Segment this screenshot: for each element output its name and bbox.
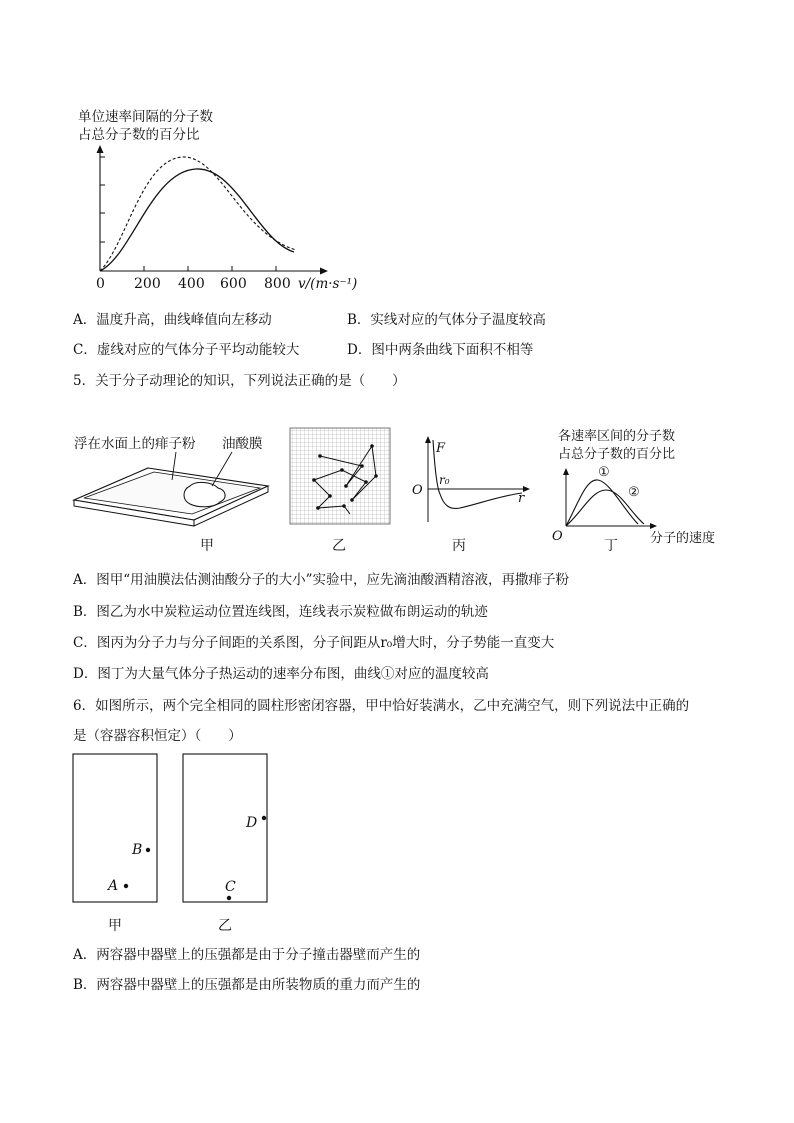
q5-bing-y-arrow [425,436,431,443]
q5-fig-jia [72,428,287,558]
q6-option-a: A．两容器中器壁上的压强都是由于分子撞击器壁而产生的 [73,947,421,963]
q4-y-arrow [97,145,104,153]
q5-bing-r-label: r [518,491,525,506]
q6-point-a [124,884,128,888]
q4-option-b: B．实线对应的气体分子温度较高 [347,312,546,328]
q5-ding-y-arrow [563,468,569,475]
q6-option-b: B．两容器中器壁上的压强都是由所装物质的重力而产生的 [73,977,421,993]
q6-stem-line1: 6．如图所示，两个完全相同的圆柱形密闭容器，甲中恰好装满水，乙中充满空气，则下列说法中正确的 [73,698,690,714]
q5-option-b: B．图乙为水中炭粒运动位置连线图，连线表示炭粒做布朗运动的轨迹 [73,604,488,620]
q5-ding-title-line1: 各速率区间的分子数 [558,429,676,444]
q4-dashed-curve [100,157,296,271]
q5-ding-curve1-label: ① [598,465,610,480]
q5-jia-powder-label: 浮在水面上的痱子粉 [74,436,196,452]
q5-fig-jia-svg [72,428,287,558]
q5-fig-bing [408,432,540,560]
q5-bing-caption: 丙 [452,538,466,554]
q5-fig-yi-svg [288,426,398,560]
q4-option-d: D．图中两条曲线下面积不相等 [347,342,534,358]
q5-bing-r0-label: r₀ [439,473,450,487]
q4-option-c: C．虚线对应的气体分子平均动能较大 [73,342,300,358]
q4-xtick-label: 600 [220,276,247,292]
q4-ylabel-line2: 占总分子数的百分比 [78,127,200,143]
q4-ylabel-line1: 单位速率间隔的分子数 [78,109,213,125]
q5-option-a: A．图甲“用油膜法估测油酸分子的大小”实验中，应先滴油酸酒精溶液，再撒痱子粉 [73,572,570,588]
q5-jia-film-label: 油酸膜 [222,436,263,452]
q5-fig-bing-svg [408,432,540,560]
q6-stem-line2: 是（容器容积恒定）（ ） [73,728,242,744]
q6-label-b: B [132,842,143,858]
q5-stem: 5．关于分子动理论的知识，下列说法正确的是（ ） [73,373,406,389]
q6-label-d: D [246,815,258,831]
q5-fig-ding [548,424,728,558]
q6-caption-jia: 甲 [108,918,122,934]
q5-ding-caption: 丁 [604,538,618,554]
q4-xtick-label: 400 [178,276,205,292]
q5-fig-ding-svg [548,424,728,558]
q5-ding-origin: O [552,529,563,544]
q6-point-d [262,816,266,820]
q5-yi-caption: 乙 [332,538,346,554]
q4-x-axis-label: v/(m·s⁻¹) [298,276,358,292]
q5-bing-origin: O [412,483,423,498]
q6-figure [70,752,280,940]
q6-caption-yi: 乙 [218,918,232,934]
q4-xtick-label: 800 [264,276,291,292]
q4-x-arrow [320,268,328,275]
q6-label-a: A [108,878,119,894]
q6-point-c [227,896,231,900]
q4-xtick-label: 200 [134,276,161,292]
q5-option-d: D．图丁为大量气体分子热运动的速率分布图，曲线①对应的温度较高 [73,666,489,682]
q5-ding-curve2-label: ② [628,485,640,500]
q4-chart-svg [60,105,390,295]
q5-jia-caption: 甲 [200,538,214,554]
q5-ding-title-line2: 占总分子数的百分比 [558,447,676,462]
q4-option-a: A．温度升高，曲线峰值向左移动 [73,312,272,328]
q4-chart [60,105,390,295]
q6-point-b [146,848,150,852]
q5-option-c: C．图丙为分子力与分子间距的关系图，分子间距从r₀增大时，分子势能一直变大 [73,635,555,651]
q5-ding-x-arrow [650,523,657,529]
q5-bing-f-label: F [436,441,446,456]
q6-figure-svg [70,752,280,940]
q6-label-c: C [225,879,236,895]
q5-ding-x-label: 分子的速度 [650,531,716,546]
q4-origin-label: 0 [96,276,105,292]
q5-fig-yi [288,426,398,560]
